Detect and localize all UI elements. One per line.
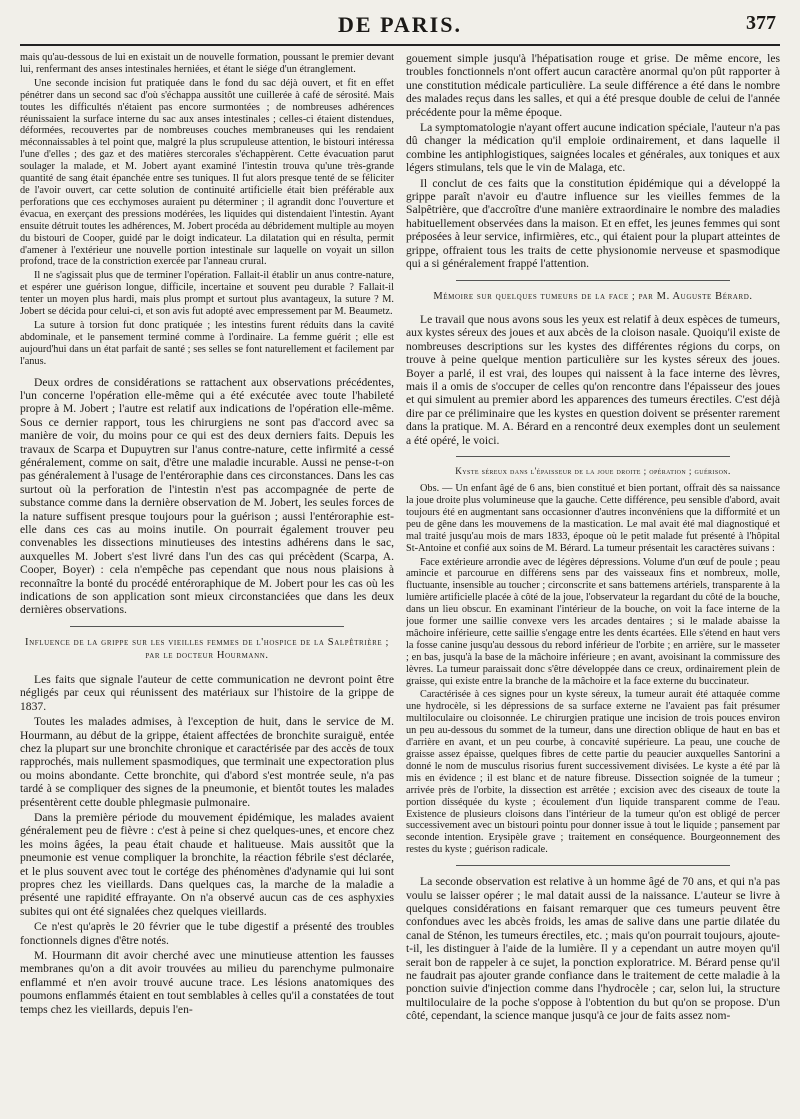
left-column [20,52,394,1025]
grippe-article [20,673,394,1016]
paragraph: Une seconde incision fut pratiquée dans le fond du sac déjà ouvert, et fit en effet pénétrer dans un second sac d'où s'échappa aussitôt une cuillerée à café de sérosité. Mais toutes les difficultés n'étaient pas encore surmontées ; de nombreuses adhérences réunissaient la surface interne du sac aux anses intestinales ; celles-ci étaient distendues, déformées, recouvertes par de nombreuses couches membraneuses qui les rendaient méconnaissables à tel point que, malgré la plus scrupuleuse attention, le bistouri intéressa l'une d'elles ; des gaz et des matières stercorales s'échappèrent. Cette évacuation parut soulager la malade, et M. Jobert ayant examiné l'intestin trouva qu'une très-grande quantité de sang était épanchée entre ses tuniques. Il fut alors presque tenté de se féliciter de l'avoir ouvert, car cette solution de continuité artificielle était bien préférable aux perforations que ces ecchymoses auraient pu déterminer ; il agrandit donc l'ouverture et évacua, en exerçant des pressions modérées, les liquides qui distendaient l'intestin. Ayant ensuite détruit toutes les adhérences, M. Jobert procéda au débridement multiple au moyen du bistouri de Cooper, guidé par le doigt indicateur. La dilatation qui en résulta, permit d'amener à l'extérieur une nouvelle portion intestinale sur laquelle on voyait un sillon profond, trace de la constriction exercée par l'anneau crural. [20,77,394,268]
section-divider [70,626,344,627]
paragraph: Caractérisée à ces signes pour un kyste séreux, la tumeur aurait été attaquée comme une hydrocèle, si les dépressions de sa surface externe ne l'avaient pas fait présumer multiloculaire ou cloisonnée. Le chirurgien pratique une incision de trois pouces environ un peu au-dessous du sommet de la tumeur, dans une direction oblique de haut en bas et d'arrière en avant, et un peu courbe, à concavité supérieure. La peau, une couche de graisse assez épaisse, quelques fibres de cette partie du peaucier auxquelles Santorini a donné le nom de musculus risorius furent successivement divisées. Le kyste a été par là mis en évidence ; il est blanc et de nature fibreuse. Dissection soignée de la tumeur ; arrivée près de l'orbite, la dissection est arrêtée ; excision avec des ciseaux de toute la portion disséquée du kyste ; écoulement d'un liquide transparent comme de l'eau. Existence de plusieurs cloisons dans l'intérieur de la tumeur qu'on est obligé de percer successivement avec un bistouri pointu pour donner issue à tout le liquide ; pansement par seconde intention. Erysipèle grave ; traitement en conséquence. Bourgeonnement des restes du kyste ; guérison radicale. [406,689,780,856]
page-number: 377 [746,12,776,34]
paragraph: gouement simple jusqu'à l'hépatisation rouge et grise. De même encore, les troubles fonctionnels n'ont offert aucun caractère anormal qu'on pût rapporter à une constitution médicale particulière. La seule différence a été dans le nombre des malades reçus dans les salles, et qui a été presque double de celui de l'année précédente pour la même époque. [406,52,780,119]
observation-text [406,483,780,856]
paragraph: Il conclut de ces faits que la constitution épidémique qui a développé la grippe paraît n'avoir eu d'autre influence sur les vieilles femmes de la Salpêtrière, que d'accroître d'une manière extraordinaire le nombre des maladies habituellement observées dans la maison. Et en effet, les jeunes femmes qui sont préposées à leur service, infirmières, etc., qui étaient pour la plupart atteintes de grippe, offraient tous les traits de cette physionomie nerveuse et spasmodique qui a si généralement frappé l'attention. [406,176,780,271]
paragraph: Il ne s'agissait plus que de terminer l'opération. Fallait-il établir un anus contre-nature, et espérer une guérison longue, difficile, incertaine et souvent peu durable ? Fallait-il tenter un moyen plus hardi, mais plus prompt et surtout plus avantageux, la suture ? M. Jobert se décida pour celui-ci, et son avis fut adopté avec empressement par M. Beaumetz. [20,270,394,318]
paragraph: Face extérieure arrondie avec de légères dépressions. Volume d'un œuf de poule ; peau amincie et parcourue en différens sens par des vaisseaux fins et nombreux, molle, fluctuante, insensible au toucher ; circonscrite et sans battemens artériels, transparente à la lumière artificielle placée à côté de la joue, l'observateur la regardant du côté de la bouche, dans un lieu obscur. En examinant l'intérieur de la bouche, on voit la face interne de la joue former une saillie convexe vers les arcades dentaires ; si le malade abaisse la mâchoire inférieure, cette saillie s'engage entre les dents écartées. Elle s'étend en haut vers la fosse canine jusqu'au dessous du rebord inférieur de l'orbite ; en arrière, sur le masseter ; en bas, jusqu'à la base de la mâchoire inférieure ; en avant, avoisinant la commissure des lèvres. La tumeur paraissait donc s'être développée dans ce creux, ordinairement plein de graisse, qui existe entre la branche de la mâchoire et la face externe du buccinateur. [406,556,780,687]
section-divider [456,456,730,457]
paragraph: Dans la première période du mouvement épidémique, les malades avaient généralement peu de fièvre : c'est à peine si chez quelques-unes, et encore chez les moins âgées, la peau était chaude et halitueuse. Mais aussitôt que la pneumonie est venue compliquer la bronchite, la réaction fébrile s'est déclarée, et le plus souvent avec tout le cortége des phénomènes d'adynamie qui lui sont propres chez les vieillards. Dans quelques cas, la marche de la maladie a présenté une rapidité effrayante. On n'a observé aucun cas de ces asphyxies subites qui ont été signalées chez quelques vieillards. [20,810,394,918]
section-divider [456,865,730,866]
section-divider [456,280,730,281]
paragraph: Obs. — Un enfant âgé de 6 ans, bien constitué et bien portant, offrait dès sa naissance la joue droite plus volumineuse que la gauche. Cette différence, peu sensible d'abord, avait toujours été en augmentant sans occasionner d'autres inconvéniens que la difformité et un peu de gêne dans les mouvemens de la mastication. Le mal avait été mal diagnostiqué et mal traité jusqu'au mois de mars 1833, époque où le petit malade fut présenté à l'hôpital St-Antoine et confié aux soins de M. Bérard. La tumeur présentait les caractères suivans : [406,483,780,554]
tumeurs-article [406,313,780,447]
grippe-article-continued [406,52,780,271]
surgery-continuation [20,52,394,368]
paragraph: La symptomatologie n'ayant offert aucune indication spéciale, l'auteur n'a pas dû changer la médication qu'il emploie ordinairement, et dans laquelle il combine les antiphlogistiques, saignées locales et générales, aux toniques et aux légers stimulans, tels que le vin de Malaga, etc. [406,121,780,175]
observation-heading: Kyste séreux dans l'épaisseur de la joue droite ; opération ; guérison. [455,466,731,477]
commentary [20,376,394,617]
paragraph: Les faits que signale l'auteur de cette communication ne devront point être négligés par ceux qui réunissent des matériaux sur l'histoire de la grippe de 1837. [20,672,394,713]
page-header [20,10,780,46]
running-title: DE PARIS. [338,12,462,37]
article-heading-tumeurs: Mémoire sur quelques tumeurs de la face ; par M. Auguste Bérard. [433,290,753,302]
paragraph: La seconde observation est relative à un homme âgé de 70 ans, et qui n'a pas voulu se laisser opérer ; le mal datait aussi de la naissance. L'auteur se livre à quelques considérations en faisant remarquer que ces tumeurs peuvent être confondues avec les abcès froids, les amas de salive dans une partie dilatée du canal de Sténon, les tumeurs érectiles, etc. ; mais qu'on pourrait toujours, ajoute-t-il, les distinguer à l'aide de la lumière. Il y a cependant un autre moyen qu'il serait bon de rappeler à ce sujet, la ponction exploratrice. M. Bérard pense qu'il ne faudrait pas ajouter grande confiance dans le traitement de cette maladie à la ponction suivie d'injection comme dans l'hydrocèle ; car, selon lui, la structure multiloculaire de la poche s'oppose à l'obtention du but qu'on se propose. D'un côté, cependant, la science manque jusqu'à ce jour de faits assez nom- [406,875,780,1023]
paragraph: M. Hourmann dit avoir cherché avec une minutieuse attention les fausses membranes qu'on a dit avoir trouvées au milieu du parenchyme pulmonaire enflammé et n'en avoir trouvé aucune trace. Les lésions anatomiques des poumons enflammés étaient en tout semblables à celles qu'il a constatées de tout temps chez les vieillards, depuis l'en- [20,949,394,1016]
paragraph: mais qu'au-dessous de lui en existait un de nouvelle formation, poussant le premier devant lui, renfermant des anses intestinales herniées, et étant le siége d'un étranglement. [20,52,394,75]
article-heading-grippe: Influence de la grippe sur les vieilles femmes de l'hospice de la Salpêtrière ; par le docteur Hourmann. [24,636,389,662]
paragraph: La suture à torsion fut donc pratiquée ; les intestins furent réduits dans la cavité abdominale, et le pansement terminé comme à l'ordinaire. La femme guérit ; elle est aujourd'hui dans un état parfait de santé ; ses selles se font naturellement et facilement par l'anus. [20,319,394,367]
right-column [406,52,780,1025]
second-observation [406,875,780,1022]
paragraph: Deux ordres de considérations se rattachent aux observations précédentes, l'un concerne l'opération elle-même qui a été exécutée avec toute l'habileté propre à M. Jobert ; l'autre est relatif aux indications de l'opération elle-même. Sous ce dernier rapport, tous les chirurgiens ne sont pas d'accord avec sa manière de voir, du moins pour ce qui est des deux derniers faits. Depuis les travaux de Scarpa et Dupuytren sur l'anus contre-nature, cette infirmité a cessé généralement, comme on sait, d'être une maladie incurable. Aussi ne pense-t-on pas généralement à l'usage de l'entéroraphie dans ces circonstances. Dans les cas surtout où la perforation de l'intestin n'est pas accompagnée de perte de substance comme dans la dernière observation de M. Jobert, les seules forces de la nature suffisent presque toujours pour la guérison ; aussi l'entéroraphie est-elle dans ces cas au moins inutile. On pourrait également trouver peu convenables les dissections minutieuses des intestins adhérens dans le sac, auxquelles M. Jobert s'est livré dans l'un des cas qui précèdent (Scarpa, A. Cooper, Boyer) : cela n'empêche pas cependant que nous nous plaisions à reconnaître la bonté du procédé entéroraphique de M. Jobert pour les cas où les indications de son application sont mieux circonstanciées que dans les deux dernières observations. [20,375,394,617]
columns [20,52,780,1025]
paragraph: Ce n'est qu'après le 20 février que le tube digestif a présenté des troubles fonctionnels dignes d'être notés. [20,920,394,947]
paragraph: Le travail que nous avons sous les yeux est relatif à deux espèces de tumeurs, aux kystes séreux des joues et aux abcès de la cloison nasale. Quoiqu'il existe de nombreuses descriptions sur les kystes des différentes régions du corps, on trouve à peine quelque mention particulière sur les kystes séreux des joues. Boyer a parlé, il est vrai, des loupes qui naissent à la face interne des lèvres, mais il a omis de s'occuper de celles qu'on rencontre dans l'épaisseur des joues et qui simulent au premier abord les apparences des tumeurs érectiles. C'est déjà dire par ce préliminaire que les kystes en question doivent se présenter rarement dans la pratique. M. A. Bérard en a rencontré deux exemples dont un seulement a été opéré, le voici. [406,313,780,447]
paragraph: Toutes les malades admises, à l'exception de huit, dans le service de M. Hourmann, au début de la grippe, étaient affectées de bronchite suraiguë, entée chez la plupart sur une bronchite chronique et caractérisée par des accès de toux rapprochés, mais nullement spasmodiques, que terminait une expectoration plus ou moins abondante. Cette bronchite, qui d'abord s'est montrée seule, n'a pas tardé à se compliquer des signes de la pneumonie, et bientôt toutes les malades présentèrent cette double phlegmasie pulmonaire. [20,715,394,809]
